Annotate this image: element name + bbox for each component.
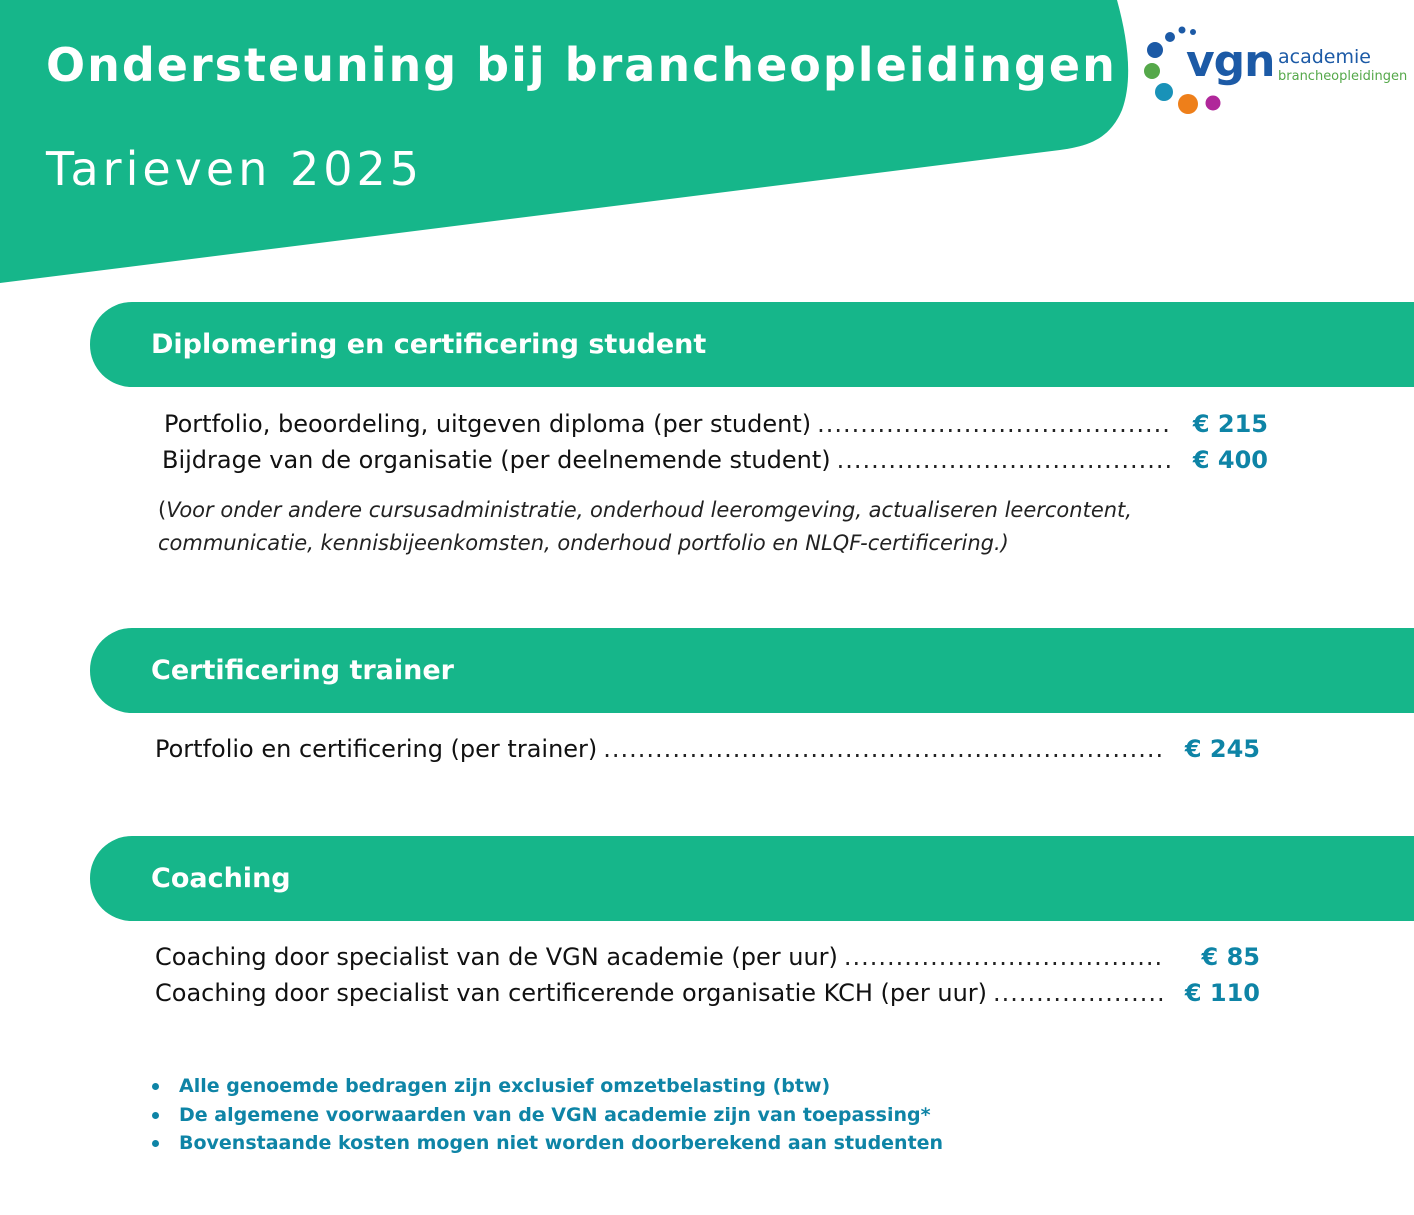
- page-title: Ondersteuning bij brancheopleidingen: [46, 38, 1117, 92]
- section-title: Diplomering en certificering student: [151, 329, 707, 360]
- page-subtitle: Tarieven 2025: [46, 142, 424, 196]
- dot-leader: [837, 446, 1172, 474]
- logo-line-academie: academie: [1278, 46, 1371, 68]
- price-value: € 245: [1184, 735, 1260, 763]
- vgn-academie-logo: [1138, 20, 1408, 120]
- note-text: Voor onder andere cursusadministratie, onderhoud leeromgeving, actualiseren leercontent, communicatie, kennisbijeenkomsten, onderhoud portfolio en NLQF-certificering.): [158, 498, 1132, 555]
- dot-leader: [817, 410, 1172, 438]
- section-title: Coaching: [151, 863, 291, 894]
- price-row-label: Coaching door specialist van de VGN academie (per uur): [155, 943, 838, 971]
- dot-leader: [993, 979, 1164, 1007]
- dot-leader: [603, 735, 1164, 763]
- logo-line-brancheopleidingen: brancheopleidingen: [1278, 69, 1408, 84]
- price-row: [164, 410, 1268, 446]
- price-value: € 85: [1201, 943, 1260, 971]
- price-value: € 400: [1192, 446, 1268, 474]
- price-row: [155, 943, 1260, 979]
- note-open-paren: (: [158, 498, 167, 522]
- price-row: [162, 446, 1268, 482]
- footnote-item: Alle genoemde bedragen zijn exclusief omzetbelasting (btw): [150, 1072, 943, 1101]
- section-header-certificering-trainer: [90, 628, 1414, 713]
- logo-word: vgn: [1186, 36, 1275, 87]
- price-row-label: Portfolio, beoordeling, uitgeven diploma (per student): [164, 410, 812, 438]
- price-row-label: Coaching door specialist van certificerende organisatie KCH (per uur): [155, 979, 988, 1007]
- footnote-item: De algemene voorwaarden van de VGN academie zijn van toepassing*: [150, 1101, 943, 1130]
- price-row: [155, 979, 1260, 1015]
- price-row: [155, 735, 1260, 771]
- dot-leader: [844, 943, 1164, 971]
- price-row-label: Bijdrage van de organisatie (per deelnemende student): [162, 446, 831, 474]
- price-value: € 215: [1192, 410, 1268, 438]
- price-row-label: Portfolio en certificering (per trainer): [155, 735, 598, 763]
- section-title: Certificering trainer: [151, 655, 454, 686]
- section-note: [158, 494, 1158, 560]
- section-header-coaching: [90, 836, 1414, 921]
- footnote-item: Bovenstaande kosten mogen niet worden doorberekend aan studenten: [150, 1129, 943, 1158]
- price-value: € 110: [1184, 979, 1260, 1007]
- footnote-list: [150, 1072, 943, 1158]
- section-header-diplomering: [90, 302, 1414, 387]
